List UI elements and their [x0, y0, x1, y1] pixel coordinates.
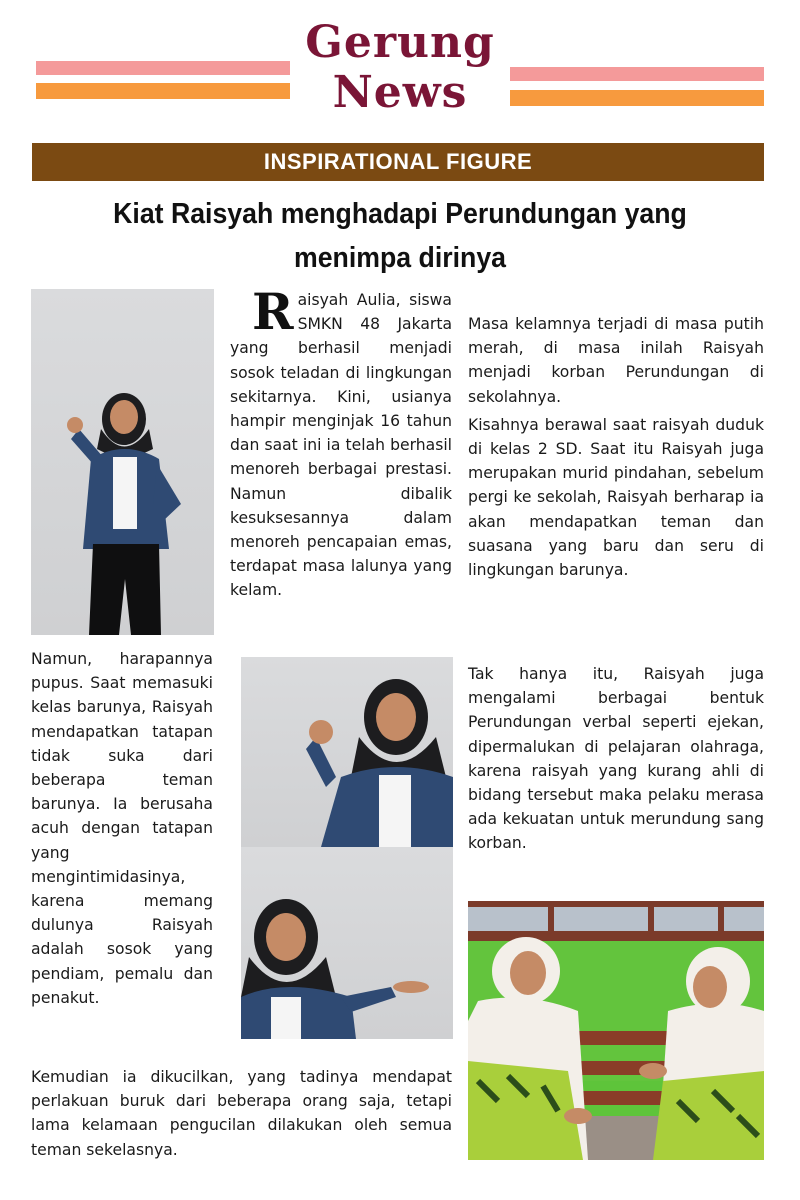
text-hopes-dashed [31, 647, 213, 1010]
text-ostracized [31, 1065, 452, 1162]
masthead-title [290, 18, 510, 118]
photo-raisyah-ok-gesture [241, 657, 453, 847]
photo-raisyah-standing [31, 289, 214, 635]
paragraph-ostracized: Kemudian ia dikucilkan, yang tadinya mendapat perlakuan buruk dari beberapa orang saja, tetapi lama kelamaan pengucilan dilakukan oleh semua teman sekelasnya. [31, 1068, 452, 1159]
paragraph-dark-past: Masa kelamnya terjadi di masa putih merah, di masa inilah Raisyah menjadi korban Perundungan di sekolahnya. [468, 315, 764, 406]
paragraph-intro: aisyah Aulia, siswa SMKN 48 Jakarta yang berhasil menjadi sosok teladan di lingkungan sekitarnya. Kini, usianya hampir menginjak 16 tahun dan saat ini ia telah berhasil menoreh berbagai prestasi. Namun dibalik kesuksesannya dalam menoreh pencapaian emas, terdapat masa lalunya yang kelam. [230, 291, 452, 600]
section-banner: INSPIRATIONAL FIGURE [32, 143, 764, 181]
masthead-stripe-right-orange [510, 90, 764, 106]
dropcap: R [252, 282, 294, 341]
masthead-title-line2: News [332, 67, 468, 118]
text-intro [230, 282, 452, 603]
photo-two-students-bench [468, 901, 764, 1160]
masthead-stripe-left-orange [36, 83, 290, 99]
paragraph-hopes-dashed: Namun, harapannya pupus. Saat memasuki kelas barunya, Raisyah mendapatkan tatapan tidak suka dari beberapa teman barunya. Ia berusaha acuh dengan tatapan yang mengintimidasinya, karena memang dulunya Raisyah adalah sosok yang pendiam, pemalu dan penakut. [31, 650, 213, 1007]
paragraph-story-begins: Kisahnya berawal saat raisyah duduk di kelas 2 SD. Saat itu Raisyah juga merupakan murid pindahan, sebelum pergi ke sekolah, Raisyah berharap ia akan mendapatkan teman dan suasana yang baru dan seru di lingkungan barunya. [468, 415, 764, 580]
figure-standing [31, 289, 214, 635]
text-right-top [468, 312, 764, 582]
scene-bench [468, 901, 764, 1160]
masthead-stripe-left-pink [36, 61, 290, 75]
figure-ok-gesture [241, 657, 453, 847]
figure-presenting [241, 847, 453, 1039]
article-headline: Kiat Raisyah menghadapi Perundungan yang menimpa dirinya [113, 198, 687, 274]
masthead-stripe-right-pink [510, 67, 764, 81]
paragraph-verbal-bullying: Tak hanya itu, Raisyah juga mengalami berbagai bentuk Perundungan verbal seperti ejekan, dipermalukan di pelajaran olahraga, karena raisyah yang kurang ahli di bidang tersebut maka pelaku merasa ada kekuatan untuk merundung sang korban. [468, 665, 764, 853]
text-verbal-bullying [468, 662, 764, 856]
photo-raisyah-presenting [241, 847, 453, 1039]
masthead-title-line1: Gerung [305, 17, 495, 68]
